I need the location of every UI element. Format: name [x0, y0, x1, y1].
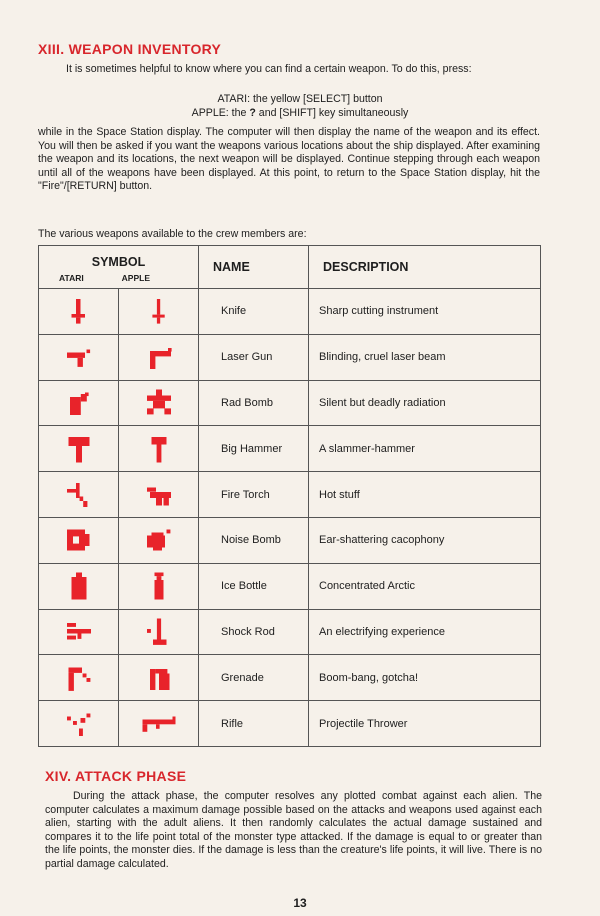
weapon-description: Hot stuff: [309, 472, 541, 518]
weapon-name: Laser Gun: [199, 334, 309, 380]
knife-icon: [144, 296, 174, 326]
table-row: [39, 563, 541, 609]
rad-bomb-icon: [64, 388, 94, 418]
apple-symbol-cell: [119, 563, 199, 609]
weapons-table: [38, 245, 541, 747]
apple-key: ?: [249, 107, 256, 119]
weapon-name: Noise Bomb: [199, 517, 309, 563]
atari-symbol-cell: [39, 517, 119, 563]
fire-torch-icon: [144, 480, 174, 510]
apple-symbol-cell: [119, 472, 199, 518]
weapon-description: Sharp cutting instrument: [309, 289, 541, 335]
noise-bomb-icon: [64, 525, 94, 555]
weapon-description: Ear-shattering cacophony: [309, 517, 541, 563]
atari-symbol-cell: [39, 563, 119, 609]
section-heading-attack-phase: XIV. ATTACK PHASE: [45, 768, 187, 784]
description-header: DESCRIPTION: [309, 246, 541, 289]
name-header: NAME: [199, 246, 309, 289]
weapon-name: Fire Torch: [199, 472, 309, 518]
apple-instruction: [0, 106, 600, 120]
shock-rod-icon: [64, 617, 94, 647]
weapon-description: Blinding, cruel laser beam: [309, 334, 541, 380]
section-heading-weapon-inventory: XIII. WEAPON INVENTORY: [38, 41, 222, 57]
table-row: [39, 609, 541, 655]
laser-gun-icon: [64, 342, 94, 372]
weapon-description: Boom-bang, gotcha!: [309, 655, 541, 701]
weapon-name: Grenade: [199, 655, 309, 701]
atari-symbol-cell: [39, 655, 119, 701]
attack-phase-paragraph: During the attack phase, the computer resolves any plotted combat against each alien. The computer calculates a maximum damage possible based on the attacks and weapons used against each alien, starting with the adult aliens. It then randomly calculates the actual damage sustained and compares it to the life point total of the monster type attacked. If the damage is equal to or greater than the life points, the monster dies. If the damage is less than the creature's life points, it will live. There is no partial damage calculated.: [45, 790, 542, 870]
apple-suffix: and [SHIFT] key simultaneously: [258, 107, 409, 119]
ice-bottle-icon: [64, 571, 94, 601]
atari-header-label: ATARI: [59, 273, 84, 283]
apple-header-label: APPLE: [121, 273, 150, 283]
atari-symbol-cell: [39, 380, 119, 426]
body-paragraph: while in the Space Station display. The computer will then display the name of the weapon and its effect. You will then be asked if you want the weapons various locations about the ship displayed. After examining the weapon and its locations, the next weapon will be displayed. Continue stepping through each weapon until all of the weapons have been displayed. At this point, to return to the Space Station display, hit the "Fire"/[RETURN] button.: [38, 126, 540, 193]
apple-symbol-cell: [119, 517, 199, 563]
big-hammer-icon: [64, 434, 94, 464]
shock-rod-icon: [144, 617, 174, 647]
table-row: [39, 334, 541, 380]
intro-paragraph: It is sometimes helpful to know where you can find a certain weapon. To do this, press:: [66, 63, 472, 75]
weapon-name: Rifle: [199, 701, 309, 747]
apple-symbol-cell: [119, 655, 199, 701]
table-row: [39, 472, 541, 518]
atari-symbol-cell: [39, 334, 119, 380]
knife-icon: [64, 296, 94, 326]
table-header-row: [39, 246, 541, 289]
noise-bomb-icon: [144, 525, 174, 555]
apple-symbol-cell: [119, 334, 199, 380]
apple-symbol-cell: [119, 289, 199, 335]
weapon-description: A slammer-hammer: [309, 426, 541, 472]
atari-symbol-cell: [39, 472, 119, 518]
table-row: [39, 426, 541, 472]
weapon-description: Silent but deadly radiation: [309, 380, 541, 426]
fire-torch-icon: [64, 480, 94, 510]
weapon-name: Knife: [199, 289, 309, 335]
grenade-icon: [64, 663, 94, 693]
table-row: [39, 380, 541, 426]
table-row: [39, 517, 541, 563]
apple-symbol-cell: [119, 426, 199, 472]
atari-symbol-cell: [39, 609, 119, 655]
atari-instruction: ATARI: the yellow [SELECT] button: [217, 93, 383, 105]
rifle-icon: [64, 709, 94, 739]
apple-symbol-cell: [119, 701, 199, 747]
grenade-icon: [144, 663, 174, 693]
table-row: [39, 701, 541, 747]
weapon-name: Ice Bottle: [199, 563, 309, 609]
apple-symbol-cell: [119, 609, 199, 655]
symbol-header-label: SYMBOL: [91, 255, 146, 269]
table-row: [39, 289, 541, 335]
weapon-name: Rad Bomb: [199, 380, 309, 426]
rifle-icon: [139, 709, 179, 739]
table-intro: The various weapons available to the crew members are:: [38, 228, 307, 240]
weapon-description: An electrifying experience: [309, 609, 541, 655]
ice-bottle-icon: [144, 571, 174, 601]
page-number: 13: [293, 896, 307, 910]
atari-symbol-cell: [39, 701, 119, 747]
big-hammer-icon: [144, 434, 174, 464]
apple-prefix: APPLE: the: [191, 107, 247, 119]
weapon-name: Shock Rod: [199, 609, 309, 655]
weapon-description: Projectile Thrower: [309, 701, 541, 747]
symbol-header: [39, 246, 199, 289]
atari-symbol-cell: [39, 426, 119, 472]
weapon-name: Big Hammer: [199, 426, 309, 472]
table-row: [39, 655, 541, 701]
apple-symbol-cell: [119, 380, 199, 426]
laser-gun-icon: [144, 342, 174, 372]
rad-bomb-icon: [144, 388, 174, 418]
atari-symbol-cell: [39, 289, 119, 335]
weapon-description: Concentrated Arctic: [309, 563, 541, 609]
